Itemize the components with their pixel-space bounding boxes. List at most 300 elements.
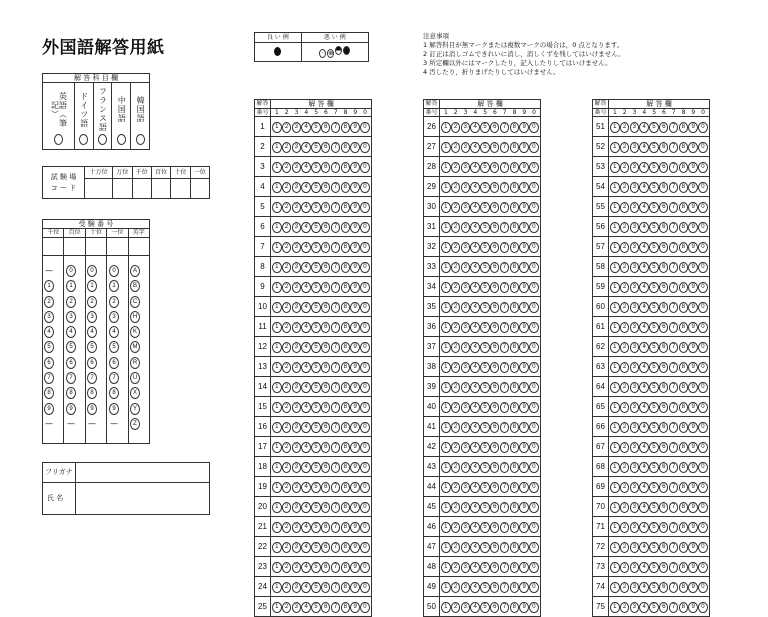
answer-bubble[interactable]: 8 xyxy=(510,222,520,233)
answer-bubble[interactable]: 2 xyxy=(282,282,292,293)
answer-bubble[interactable]: 7 xyxy=(669,182,679,193)
answer-bubble[interactable]: 7 xyxy=(669,502,679,513)
answer-bubble[interactable]: 0 xyxy=(529,382,539,393)
answer-bubble[interactable]: 2 xyxy=(282,602,292,613)
answer-bubble[interactable]: 6 xyxy=(321,442,331,453)
answer-bubble[interactable]: 6 xyxy=(321,582,331,593)
answer-bubble[interactable]: 9 xyxy=(688,322,698,333)
answer-bubble[interactable]: 1 xyxy=(610,262,620,273)
answer-bubble[interactable]: 3 xyxy=(461,542,471,553)
answer-bubble[interactable]: 4 xyxy=(470,322,480,333)
answer-bubble[interactable]: 6 xyxy=(321,402,331,413)
answer-bubble[interactable]: 0 xyxy=(529,182,539,193)
answer-bubble[interactable]: 2 xyxy=(451,302,461,313)
exam-bubble[interactable]: 6 xyxy=(109,357,119,369)
answer-bubble[interactable]: 4 xyxy=(470,122,480,133)
answer-bubble[interactable]: 8 xyxy=(510,562,520,573)
answer-bubble[interactable]: 0 xyxy=(529,262,539,273)
answer-bubble[interactable]: 3 xyxy=(630,422,640,433)
answer-bubble[interactable]: 2 xyxy=(282,382,292,393)
answer-bubble[interactable]: 4 xyxy=(470,602,480,613)
answer-bubble[interactable]: 2 xyxy=(620,562,630,573)
answer-bubble[interactable]: 5 xyxy=(311,282,321,293)
answer-bubble[interactable]: 5 xyxy=(649,382,659,393)
answer-bubble[interactable]: 0 xyxy=(529,582,539,593)
answer-bubble[interactable]: 1 xyxy=(272,162,282,173)
answer-bubble[interactable]: 9 xyxy=(519,362,529,373)
exam-bubble[interactable]: 8 xyxy=(87,387,97,399)
answer-bubble[interactable]: 4 xyxy=(470,542,480,553)
answer-bubble[interactable]: 4 xyxy=(301,422,311,433)
answer-bubble[interactable]: 2 xyxy=(620,242,630,253)
answer-bubble[interactable]: 6 xyxy=(659,362,669,373)
answer-bubble[interactable]: 6 xyxy=(659,562,669,573)
answer-bubble[interactable]: 2 xyxy=(451,182,461,193)
answer-bubble[interactable]: 1 xyxy=(272,362,282,373)
answer-bubble[interactable]: 2 xyxy=(282,482,292,493)
answer-bubble[interactable]: 5 xyxy=(649,202,659,213)
exam-bubble[interactable]: 1 xyxy=(109,280,119,292)
answer-bubble[interactable]: 9 xyxy=(350,362,360,373)
answer-bubble[interactable]: 9 xyxy=(350,522,360,533)
answer-bubble[interactable]: 7 xyxy=(331,222,341,233)
answer-bubble[interactable]: 7 xyxy=(669,162,679,173)
answer-bubble[interactable]: 7 xyxy=(669,582,679,593)
answer-bubble[interactable]: 1 xyxy=(610,322,620,333)
answer-bubble[interactable]: 8 xyxy=(679,362,689,373)
answer-bubble[interactable]: 1 xyxy=(610,162,620,173)
answer-bubble[interactable]: 4 xyxy=(470,242,480,253)
answer-bubble[interactable]: 1 xyxy=(441,522,451,533)
answer-bubble[interactable]: 2 xyxy=(451,502,461,513)
answer-bubble[interactable]: 2 xyxy=(451,362,461,373)
answer-bubble[interactable]: 8 xyxy=(510,522,520,533)
answer-bubble[interactable]: 8 xyxy=(679,182,689,193)
answer-bubble[interactable]: 7 xyxy=(500,582,510,593)
answer-bubble[interactable]: 6 xyxy=(490,142,500,153)
answer-bubble[interactable]: 6 xyxy=(321,302,331,313)
answer-bubble[interactable]: 7 xyxy=(669,602,679,613)
answer-bubble[interactable]: 3 xyxy=(461,242,471,253)
answer-bubble[interactable]: 5 xyxy=(311,542,321,553)
answer-bubble[interactable]: 6 xyxy=(659,522,669,533)
answer-bubble[interactable]: 2 xyxy=(620,542,630,553)
answer-bubble[interactable]: 9 xyxy=(350,142,360,153)
subject-option-english[interactable] xyxy=(43,83,75,150)
answer-bubble[interactable]: 3 xyxy=(292,382,302,393)
exam-bubble[interactable]: K xyxy=(130,326,140,338)
exam-bubble[interactable]: U xyxy=(130,372,140,384)
answer-bubble[interactable]: 0 xyxy=(529,522,539,533)
answer-bubble[interactable]: 8 xyxy=(510,422,520,433)
answer-bubble[interactable]: 1 xyxy=(610,522,620,533)
answer-bubble[interactable]: 1 xyxy=(272,282,282,293)
answer-bubble[interactable]: 4 xyxy=(301,142,311,153)
answer-bubble[interactable]: 5 xyxy=(649,222,659,233)
answer-bubble[interactable]: 7 xyxy=(500,382,510,393)
answer-bubble[interactable]: 3 xyxy=(292,282,302,293)
answer-bubble[interactable]: 6 xyxy=(659,242,669,253)
answer-bubble[interactable]: 7 xyxy=(500,562,510,573)
answer-bubble[interactable]: 5 xyxy=(480,442,490,453)
answer-bubble[interactable]: 4 xyxy=(301,482,311,493)
answer-bubble[interactable]: 7 xyxy=(331,442,341,453)
answer-bubble[interactable]: 7 xyxy=(500,322,510,333)
answer-bubble[interactable]: 6 xyxy=(659,502,669,513)
answer-bubble[interactable]: 5 xyxy=(649,242,659,253)
answer-bubble[interactable]: 8 xyxy=(679,582,689,593)
answer-bubble[interactable]: 2 xyxy=(451,382,461,393)
answer-bubble[interactable]: 0 xyxy=(698,422,708,433)
answer-bubble[interactable]: 7 xyxy=(331,342,341,353)
answer-bubble[interactable]: 1 xyxy=(610,542,620,553)
answer-bubble[interactable]: 2 xyxy=(451,222,461,233)
answer-bubble[interactable]: 2 xyxy=(282,462,292,473)
answer-bubble[interactable]: 7 xyxy=(331,122,341,133)
answer-bubble[interactable]: 6 xyxy=(659,182,669,193)
exam-bubble[interactable]: 1 xyxy=(87,280,97,292)
answer-bubble[interactable]: 7 xyxy=(669,342,679,353)
answer-bubble[interactable]: 8 xyxy=(679,162,689,173)
answer-bubble[interactable]: 7 xyxy=(500,502,510,513)
code-digit-cell[interactable] xyxy=(132,179,151,199)
answer-bubble[interactable]: 0 xyxy=(529,402,539,413)
answer-bubble[interactable]: 1 xyxy=(441,242,451,253)
answer-bubble[interactable]: 3 xyxy=(292,362,302,373)
answer-bubble[interactable]: 1 xyxy=(441,262,451,273)
answer-bubble[interactable]: 1 xyxy=(272,262,282,273)
exam-bubble[interactable]: 1 xyxy=(44,280,54,292)
answer-bubble[interactable]: 2 xyxy=(282,502,292,513)
answer-bubble[interactable]: 6 xyxy=(490,402,500,413)
answer-bubble[interactable]: 2 xyxy=(451,322,461,333)
answer-bubble[interactable]: 2 xyxy=(620,342,630,353)
answer-bubble[interactable]: 2 xyxy=(451,242,461,253)
answer-bubble[interactable]: 7 xyxy=(669,422,679,433)
answer-bubble[interactable]: 0 xyxy=(529,142,539,153)
subject-bubble[interactable] xyxy=(79,134,88,145)
answer-bubble[interactable]: 9 xyxy=(350,282,360,293)
answer-bubble[interactable]: 9 xyxy=(350,562,360,573)
answer-bubble[interactable]: 4 xyxy=(470,222,480,233)
answer-bubble[interactable]: 7 xyxy=(331,402,341,413)
answer-bubble[interactable]: 6 xyxy=(490,522,500,533)
answer-bubble[interactable]: 0 xyxy=(360,222,370,233)
answer-bubble[interactable]: 9 xyxy=(350,162,360,173)
answer-bubble[interactable]: 3 xyxy=(292,582,302,593)
answer-bubble[interactable]: 1 xyxy=(441,282,451,293)
answer-bubble[interactable]: 0 xyxy=(529,602,539,613)
answer-bubble[interactable]: 0 xyxy=(360,442,370,453)
answer-bubble[interactable]: 1 xyxy=(610,122,620,133)
answer-bubble[interactable]: 2 xyxy=(451,342,461,353)
answer-bubble[interactable]: 8 xyxy=(510,302,520,313)
answer-bubble[interactable]: 6 xyxy=(659,422,669,433)
answer-bubble[interactable]: 5 xyxy=(649,562,659,573)
answer-bubble[interactable]: 5 xyxy=(480,182,490,193)
exam-bubble[interactable]: 4 xyxy=(87,326,97,338)
answer-bubble[interactable]: 3 xyxy=(461,482,471,493)
answer-bubble[interactable]: 4 xyxy=(639,562,649,573)
exam-write-cell[interactable] xyxy=(128,238,149,256)
answer-bubble[interactable]: 6 xyxy=(490,122,500,133)
answer-bubble[interactable]: 4 xyxy=(639,142,649,153)
answer-bubble[interactable]: 6 xyxy=(659,462,669,473)
answer-bubble[interactable]: 8 xyxy=(679,322,689,333)
answer-bubble[interactable]: 0 xyxy=(529,462,539,473)
answer-bubble[interactable]: 9 xyxy=(688,442,698,453)
exam-bubble[interactable]: Z xyxy=(130,418,140,430)
answer-bubble[interactable]: 2 xyxy=(620,382,630,393)
exam-bubble[interactable]: 1 xyxy=(66,280,76,292)
answer-bubble[interactable]: 6 xyxy=(490,582,500,593)
answer-bubble[interactable]: 0 xyxy=(360,502,370,513)
answer-bubble[interactable]: 4 xyxy=(301,582,311,593)
answer-bubble[interactable]: 4 xyxy=(639,542,649,553)
answer-bubble[interactable]: 9 xyxy=(350,122,360,133)
exam-bubble[interactable]: 5 xyxy=(66,341,76,353)
answer-bubble[interactable]: 5 xyxy=(649,462,659,473)
answer-bubble[interactable]: 3 xyxy=(630,542,640,553)
answer-bubble[interactable]: 4 xyxy=(639,122,649,133)
answer-bubble[interactable]: 7 xyxy=(669,442,679,453)
answer-bubble[interactable]: 1 xyxy=(272,382,282,393)
answer-bubble[interactable]: 5 xyxy=(480,382,490,393)
code-digit-cell[interactable] xyxy=(190,179,209,199)
answer-bubble[interactable]: 3 xyxy=(630,382,640,393)
answer-bubble[interactable]: 8 xyxy=(679,402,689,413)
answer-bubble[interactable]: 8 xyxy=(341,502,351,513)
answer-bubble[interactable]: 4 xyxy=(470,582,480,593)
answer-bubble[interactable]: 5 xyxy=(649,302,659,313)
answer-bubble[interactable]: 9 xyxy=(519,262,529,273)
code-digit-cell[interactable] xyxy=(171,179,190,199)
exam-bubble[interactable]: 5 xyxy=(87,341,97,353)
answer-bubble[interactable]: 5 xyxy=(311,322,321,333)
answer-bubble[interactable]: 1 xyxy=(610,362,620,373)
answer-bubble[interactable]: 2 xyxy=(451,262,461,273)
answer-bubble[interactable]: 5 xyxy=(649,322,659,333)
answer-bubble[interactable]: 3 xyxy=(461,442,471,453)
answer-bubble[interactable]: 0 xyxy=(698,282,708,293)
answer-bubble[interactable]: 7 xyxy=(500,242,510,253)
answer-bubble[interactable]: 3 xyxy=(292,402,302,413)
answer-bubble[interactable]: 2 xyxy=(282,162,292,173)
answer-bubble[interactable]: 5 xyxy=(480,542,490,553)
answer-bubble[interactable]: 7 xyxy=(500,542,510,553)
answer-bubble[interactable]: 2 xyxy=(451,542,461,553)
answer-bubble[interactable]: 2 xyxy=(282,362,292,373)
exam-write-cell[interactable] xyxy=(64,238,85,256)
answer-bubble[interactable]: 3 xyxy=(461,182,471,193)
answer-bubble[interactable]: 8 xyxy=(679,282,689,293)
answer-bubble[interactable]: 3 xyxy=(630,342,640,353)
answer-bubble[interactable]: 9 xyxy=(688,122,698,133)
answer-bubble[interactable]: 9 xyxy=(350,182,360,193)
answer-bubble[interactable]: 8 xyxy=(679,242,689,253)
answer-bubble[interactable]: 2 xyxy=(282,242,292,253)
answer-bubble[interactable]: 8 xyxy=(510,342,520,353)
answer-bubble[interactable]: 1 xyxy=(441,322,451,333)
answer-bubble[interactable]: 9 xyxy=(350,262,360,273)
answer-bubble[interactable]: 7 xyxy=(500,182,510,193)
answer-bubble[interactable]: 6 xyxy=(321,462,331,473)
answer-bubble[interactable]: 1 xyxy=(272,502,282,513)
answer-bubble[interactable]: 8 xyxy=(679,482,689,493)
answer-bubble[interactable]: 3 xyxy=(292,182,302,193)
answer-bubble[interactable]: 2 xyxy=(620,442,630,453)
answer-bubble[interactable]: 0 xyxy=(529,122,539,133)
exam-bubble[interactable]: 3 xyxy=(44,311,54,323)
answer-bubble[interactable]: 0 xyxy=(698,182,708,193)
answer-bubble[interactable]: 7 xyxy=(669,122,679,133)
answer-bubble[interactable]: 7 xyxy=(331,242,341,253)
answer-bubble[interactable]: 5 xyxy=(311,422,321,433)
answer-bubble[interactable]: 5 xyxy=(480,602,490,613)
answer-bubble[interactable]: 8 xyxy=(510,182,520,193)
answer-bubble[interactable]: 1 xyxy=(610,502,620,513)
answer-bubble[interactable]: 9 xyxy=(688,382,698,393)
answer-bubble[interactable]: 3 xyxy=(630,402,640,413)
exam-bubble[interactable]: 6 xyxy=(66,357,76,369)
answer-bubble[interactable]: 8 xyxy=(341,402,351,413)
answer-bubble[interactable]: 9 xyxy=(350,422,360,433)
answer-bubble[interactable]: 6 xyxy=(659,302,669,313)
answer-bubble[interactable]: 0 xyxy=(360,202,370,213)
answer-bubble[interactable]: 1 xyxy=(441,402,451,413)
answer-bubble[interactable]: 6 xyxy=(490,242,500,253)
subject-option-french[interactable] xyxy=(93,83,112,150)
answer-bubble[interactable]: 4 xyxy=(301,502,311,513)
exam-bubble[interactable]: 8 xyxy=(44,387,54,399)
answer-bubble[interactable]: 7 xyxy=(331,142,341,153)
answer-bubble[interactable]: 7 xyxy=(500,302,510,313)
answer-bubble[interactable]: 5 xyxy=(480,302,490,313)
answer-bubble[interactable]: 3 xyxy=(292,302,302,313)
answer-bubble[interactable]: 6 xyxy=(321,162,331,173)
answer-bubble[interactable]: 4 xyxy=(639,502,649,513)
answer-bubble[interactable]: 4 xyxy=(470,502,480,513)
answer-bubble[interactable]: 7 xyxy=(669,462,679,473)
answer-bubble[interactable]: 9 xyxy=(688,142,698,153)
answer-bubble[interactable]: 0 xyxy=(529,362,539,373)
answer-bubble[interactable]: 8 xyxy=(341,302,351,313)
answer-bubble[interactable]: 0 xyxy=(698,522,708,533)
answer-bubble[interactable]: 0 xyxy=(698,582,708,593)
answer-bubble[interactable]: 6 xyxy=(321,342,331,353)
answer-bubble[interactable]: 7 xyxy=(669,142,679,153)
answer-bubble[interactable]: 7 xyxy=(331,162,341,173)
answer-bubble[interactable]: 1 xyxy=(441,542,451,553)
answer-bubble[interactable]: 1 xyxy=(441,182,451,193)
answer-bubble[interactable]: 9 xyxy=(519,242,529,253)
exam-bubble[interactable]: 7 xyxy=(44,372,54,384)
answer-bubble[interactable]: 9 xyxy=(688,182,698,193)
answer-bubble[interactable]: 8 xyxy=(510,602,520,613)
answer-bubble[interactable]: 0 xyxy=(360,602,370,613)
answer-bubble[interactable]: 4 xyxy=(301,342,311,353)
answer-bubble[interactable]: 8 xyxy=(510,382,520,393)
answer-bubble[interactable]: 6 xyxy=(659,322,669,333)
answer-bubble[interactable]: 8 xyxy=(510,362,520,373)
answer-bubble[interactable]: 7 xyxy=(331,562,341,573)
answer-bubble[interactable]: 6 xyxy=(321,122,331,133)
answer-bubble[interactable]: 5 xyxy=(311,122,321,133)
exam-bubble[interactable]: H xyxy=(130,311,140,323)
answer-bubble[interactable]: 9 xyxy=(688,342,698,353)
answer-bubble[interactable]: 4 xyxy=(639,462,649,473)
answer-bubble[interactable]: 0 xyxy=(360,322,370,333)
exam-bubble[interactable]: 0 xyxy=(87,265,97,277)
answer-bubble[interactable]: 9 xyxy=(688,162,698,173)
answer-bubble[interactable]: 9 xyxy=(350,482,360,493)
answer-bubble[interactable]: 7 xyxy=(500,482,510,493)
answer-bubble[interactable]: 3 xyxy=(461,202,471,213)
answer-bubble[interactable]: 3 xyxy=(630,522,640,533)
answer-bubble[interactable]: 1 xyxy=(610,482,620,493)
subject-bubble[interactable] xyxy=(136,134,145,145)
answer-bubble[interactable]: 8 xyxy=(679,562,689,573)
answer-bubble[interactable]: 4 xyxy=(639,322,649,333)
answer-bubble[interactable]: 5 xyxy=(311,362,321,373)
answer-bubble[interactable]: 3 xyxy=(630,262,640,273)
answer-bubble[interactable]: 9 xyxy=(519,322,529,333)
answer-bubble[interactable]: 6 xyxy=(321,382,331,393)
answer-bubble[interactable]: 9 xyxy=(688,582,698,593)
answer-bubble[interactable]: 8 xyxy=(341,602,351,613)
exam-bubble[interactable]: 0 xyxy=(109,265,119,277)
answer-bubble[interactable]: 6 xyxy=(659,202,669,213)
answer-bubble[interactable]: 8 xyxy=(510,242,520,253)
answer-bubble[interactable]: 7 xyxy=(669,482,679,493)
answer-bubble[interactable]: 9 xyxy=(688,262,698,273)
answer-bubble[interactable]: 1 xyxy=(610,222,620,233)
answer-bubble[interactable]: 4 xyxy=(301,322,311,333)
exam-bubble[interactable]: 0 xyxy=(66,265,76,277)
answer-bubble[interactable]: 1 xyxy=(272,482,282,493)
answer-bubble[interactable]: 5 xyxy=(649,402,659,413)
answer-bubble[interactable]: 5 xyxy=(311,602,321,613)
answer-bubble[interactable]: 5 xyxy=(311,182,321,193)
answer-bubble[interactable]: 5 xyxy=(480,422,490,433)
answer-bubble[interactable]: 9 xyxy=(519,142,529,153)
answer-bubble[interactable]: 6 xyxy=(321,202,331,213)
answer-bubble[interactable]: 3 xyxy=(630,222,640,233)
answer-bubble[interactable]: 7 xyxy=(669,242,679,253)
answer-bubble[interactable]: 4 xyxy=(301,522,311,533)
exam-bubble[interactable]: 4 xyxy=(109,326,119,338)
answer-bubble[interactable]: 1 xyxy=(272,242,282,253)
answer-bubble[interactable]: 2 xyxy=(451,562,461,573)
answer-bubble[interactable]: 2 xyxy=(451,482,461,493)
answer-bubble[interactable]: 2 xyxy=(620,322,630,333)
answer-bubble[interactable]: 1 xyxy=(610,422,620,433)
answer-bubble[interactable]: 0 xyxy=(698,302,708,313)
answer-bubble[interactable]: 4 xyxy=(301,282,311,293)
answer-bubble[interactable]: 1 xyxy=(272,602,282,613)
answer-bubble[interactable]: 0 xyxy=(698,442,708,453)
answer-bubble[interactable]: 0 xyxy=(360,242,370,253)
answer-bubble[interactable]: 1 xyxy=(610,142,620,153)
answer-bubble[interactable]: 2 xyxy=(451,522,461,533)
answer-bubble[interactable]: 0 xyxy=(698,462,708,473)
answer-bubble[interactable]: 8 xyxy=(341,202,351,213)
exam-bubble[interactable]: 5 xyxy=(44,341,54,353)
answer-bubble[interactable]: 1 xyxy=(610,582,620,593)
answer-bubble[interactable]: 1 xyxy=(441,302,451,313)
answer-bubble[interactable]: 4 xyxy=(301,222,311,233)
answer-bubble[interactable]: 3 xyxy=(292,602,302,613)
